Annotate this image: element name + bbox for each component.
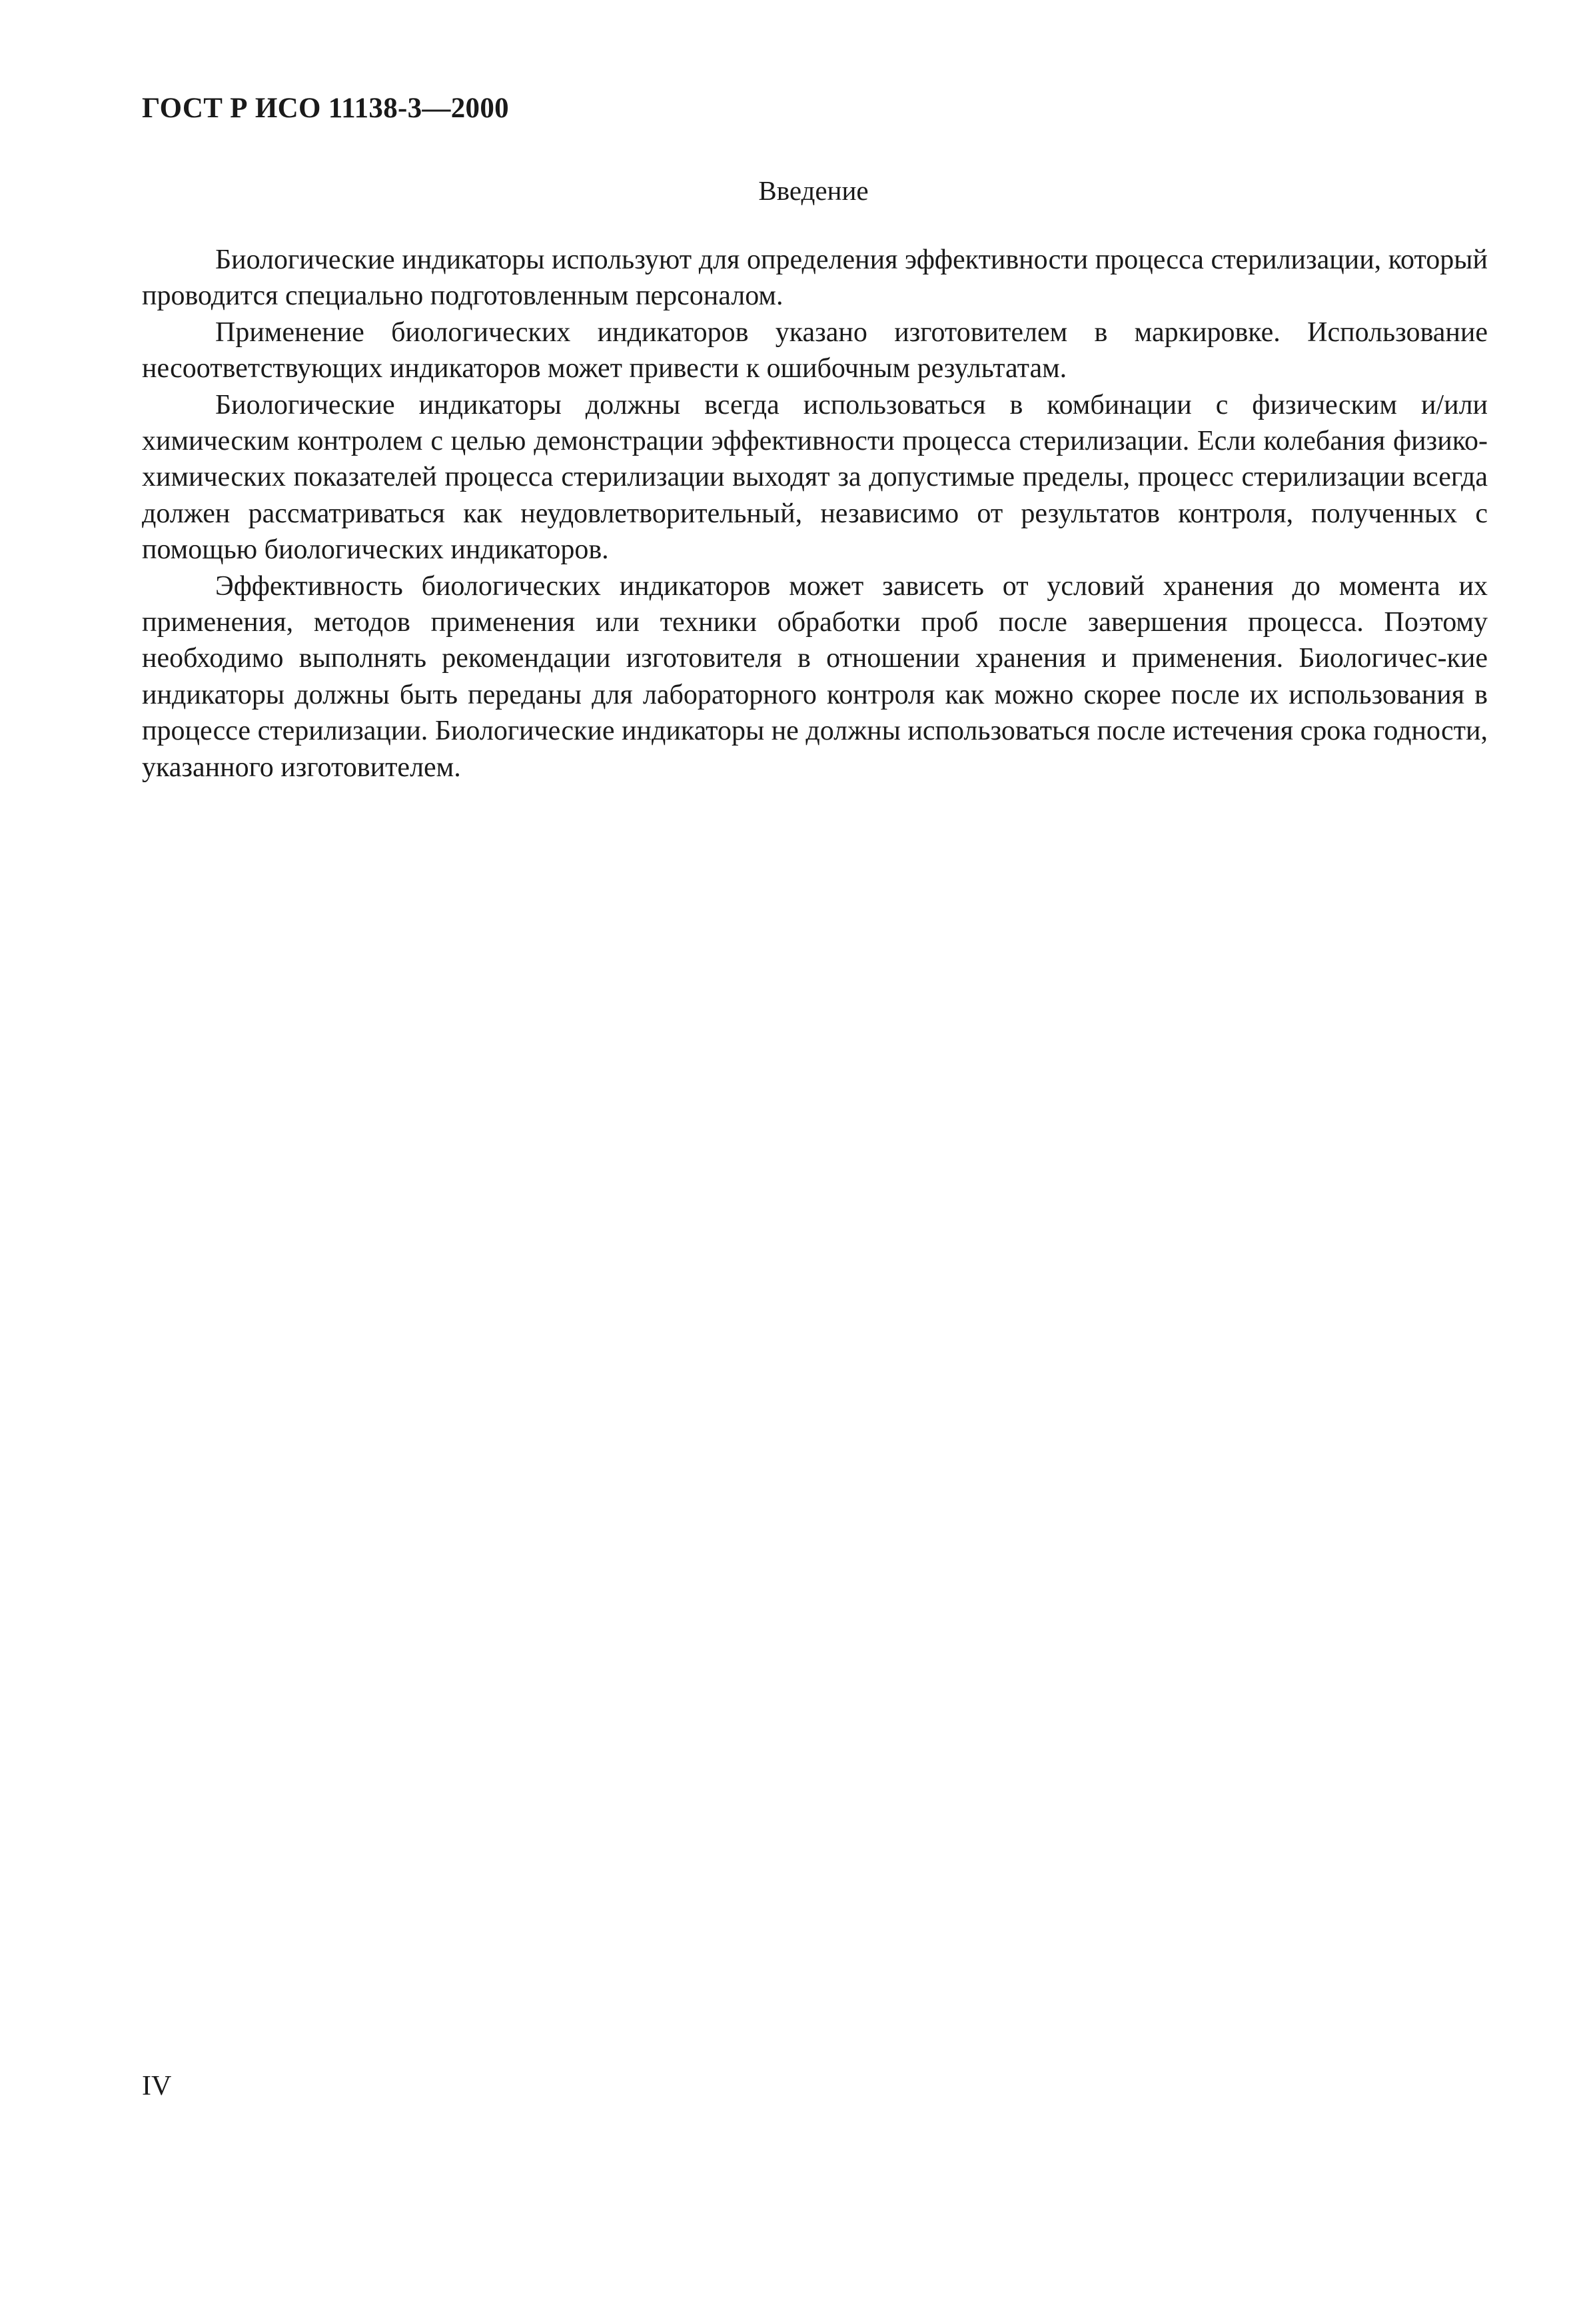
paragraph: Биологические индикаторы используют для определения эффективности процесса стерилизации, который проводится специально подготовленным персоналом. — [142, 245, 1488, 312]
body-text — [142, 242, 1488, 786]
paragraph: Эффективность биологических индикаторов может зависеть от условий хранения до момента их применения, методов применения или техники обработки проб после завершения процесса. Поэтому необходимо выполнять рекомендации изготовителя в отношении хранения и применения. Биологичес-кие индикаторы должны быть переданы для лабораторного контроля как можно скорее после их использования в процессе стерилизации. Биологические индикаторы не должны использоваться после истечения срока годности, указанного изготовителем. — [142, 570, 1488, 783]
section-title: Введение — [758, 175, 869, 206]
paragraph: Применение биологических индикаторов указано изготовителем в маркировке. Использование несоответствующих индикаторов может привести к ошибочным результатам. — [142, 316, 1488, 384]
page-number: IV — [142, 2071, 172, 2101]
paragraph: Биологические индикаторы должны всегда использоваться в комбинации с физическим и/или химическим контролем с целью демонстрации эффективности процесса стерилизации. Если колебания физико-химических показателей процесса стерилизации выходят за допустимые пределы, процесс стерилизации всегда должен рассматриваться как неудовлетворительный, независимо от результатов контроля, полученных с помощью биологических индикаторов. — [142, 389, 1488, 566]
document-code-header: ГОСТ Р ИСО 11138-3—2000 — [142, 93, 509, 124]
